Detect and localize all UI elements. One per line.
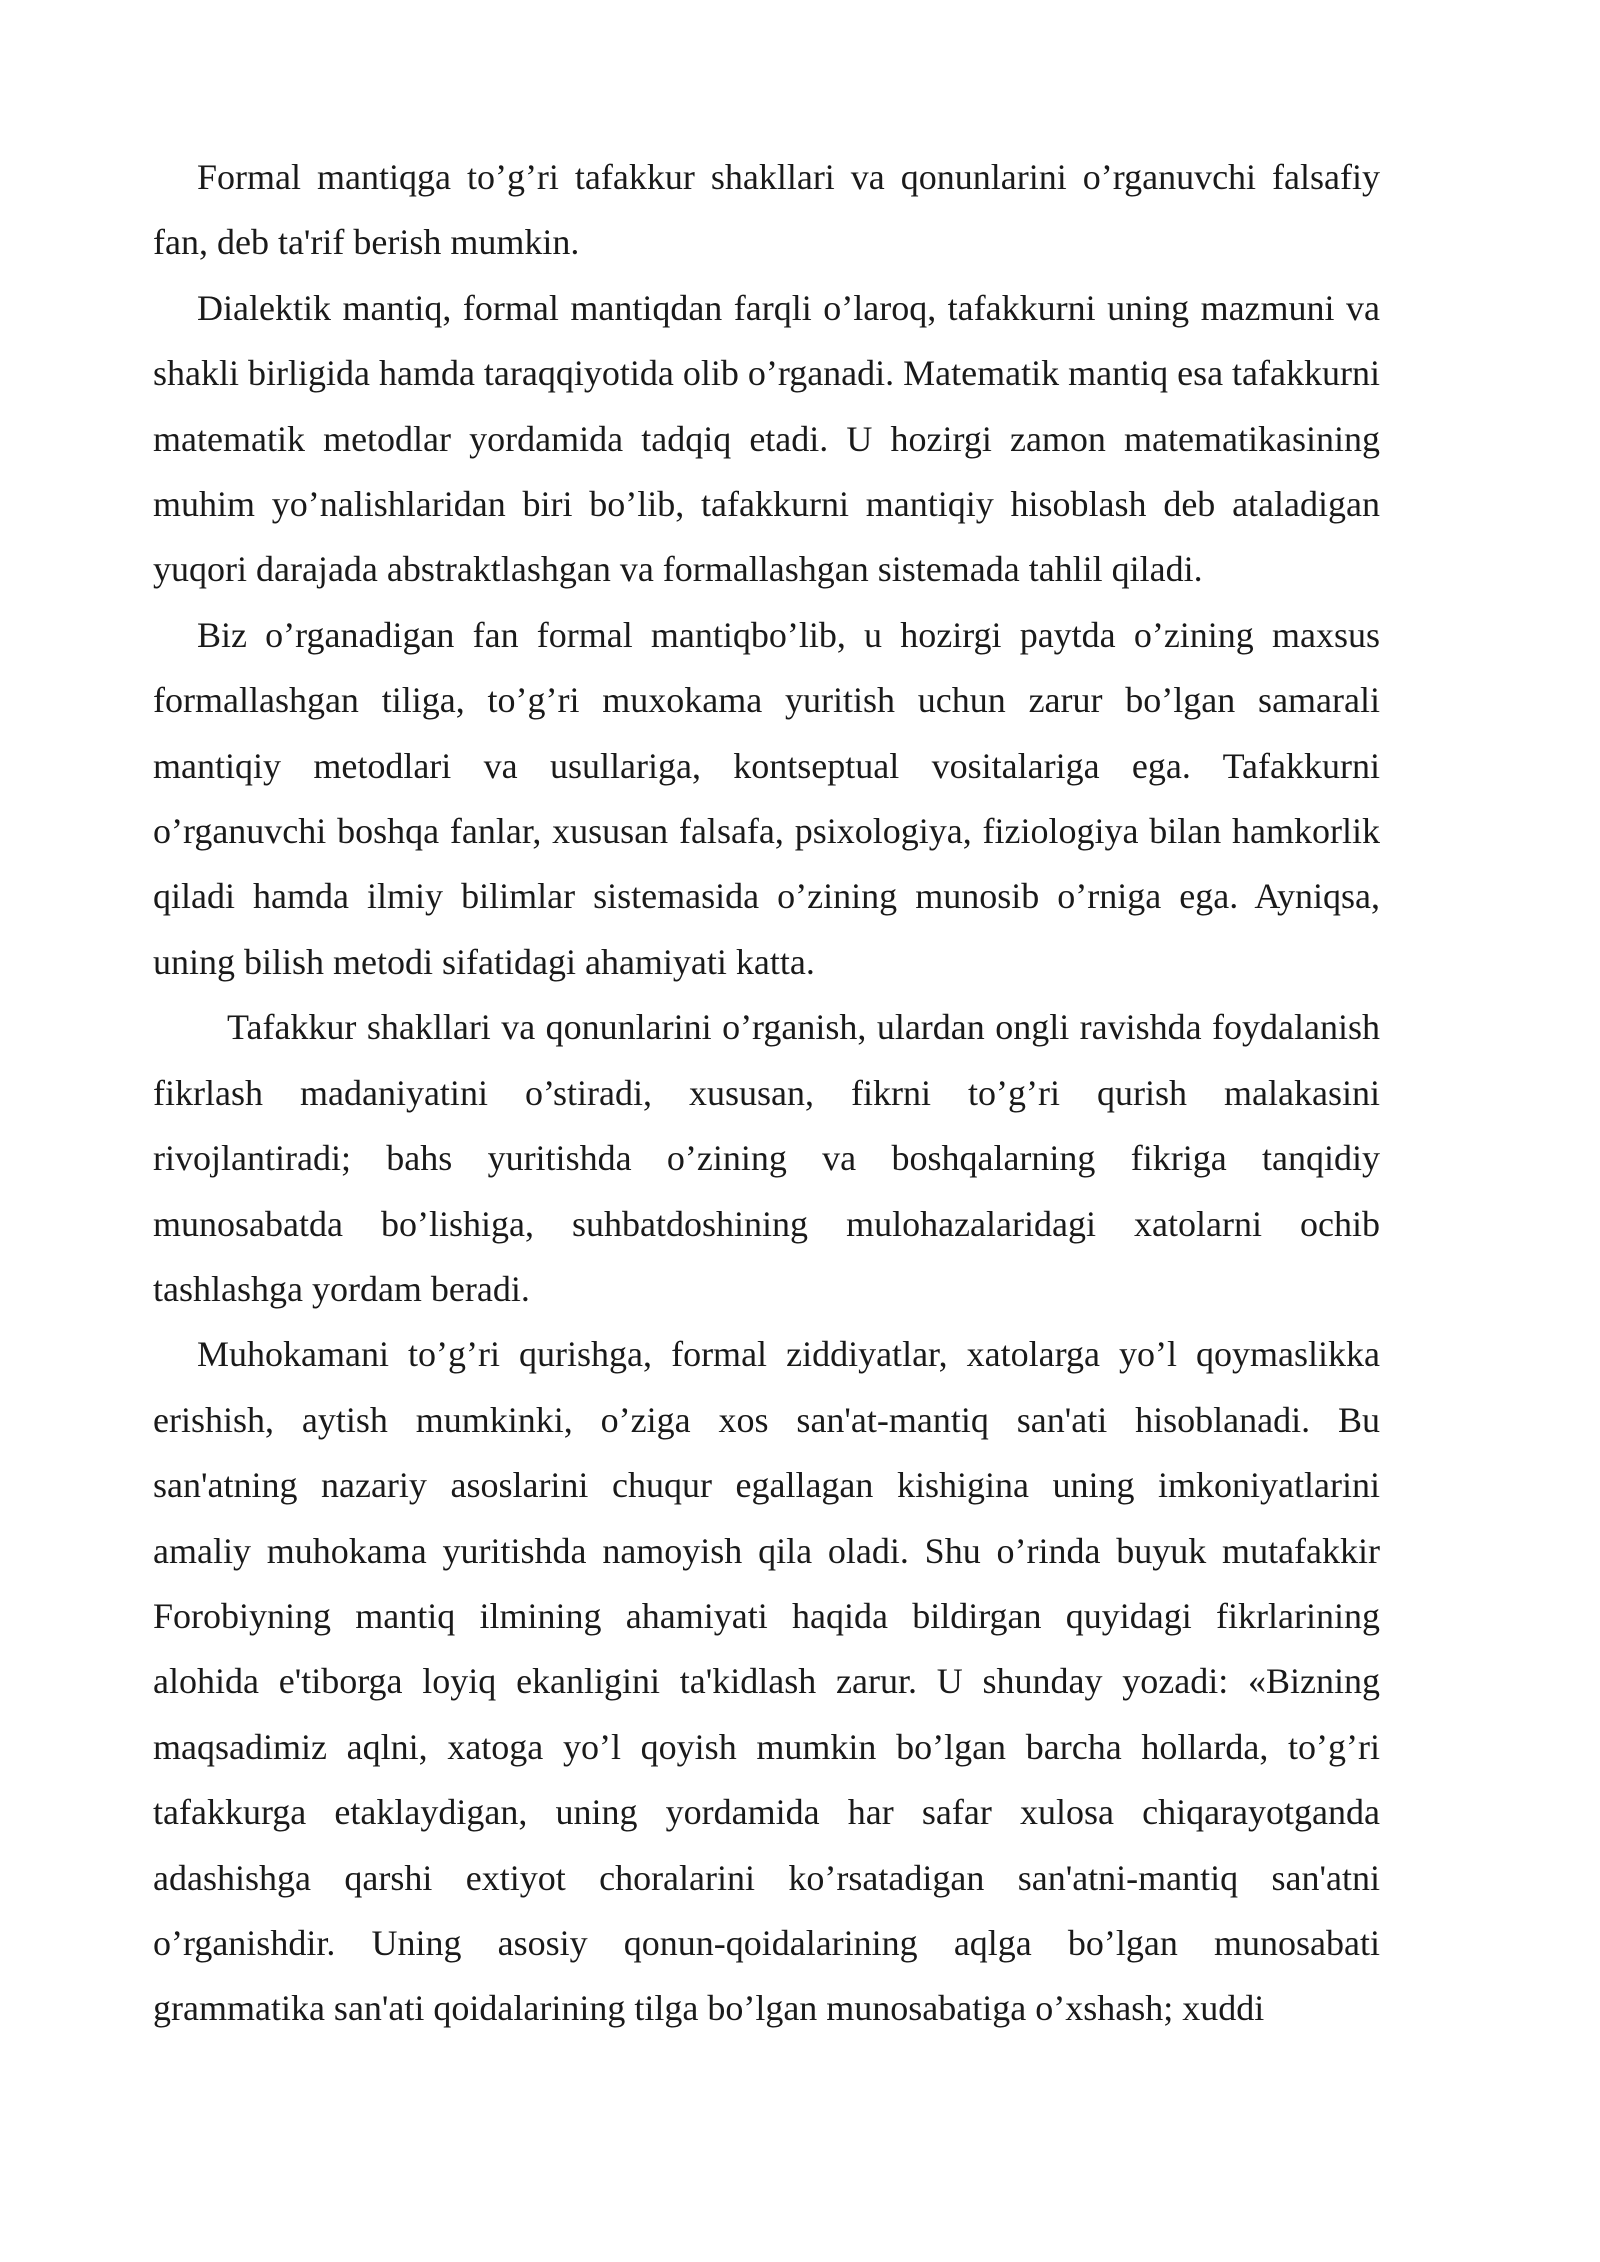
document-body	[153, 145, 1380, 2042]
paragraph-dialectical-logic: Dialektik mantiq, formal mantiqdan farqli o’laroq, tafakkurni uning mazmuni va shakli birligida hamda taraqqiyotida olib o’rganadi. Matematik mantiq esa tafakkurni matematik metodlar yordamida tadqiq etadi. U hozirgi zamon matematikasining muhim yo’nalishlaridan biri bo’lib, tafakkurni mantiqiy hisoblash deb ataladigan yuqori darajada abstraktlashgan va formallashgan sistemada tahlil qiladi.	[153, 287, 1380, 590]
paragraph-thinking-forms: Tafakkur shakllari va qonunlarini o’rganish, ulardan ongli ravishda foydalanish fikrlash madaniyatini o’stiradi, xususan, fikrni to’g’ri qurish malakasini rivojlantiradi; bahs yuritishda o’zining va boshqalarning fikriga tanqidiy munosabatda bo’lishiga, suhbatdoshining mulohazalaridagi xatolarni ochib tashlashga yordam beradi.	[153, 1007, 1380, 1309]
paragraph-formal-logic-methods: Biz o’rganadigan fan formal mantiqbo’lib, u hozirgi paytda o’zining maxsus formallashgan tiliga, to’g’ri muxokama yuritish uchun zarur bo’lgan samarali mantiqiy metodlari va usullariga, kontseptual vositalariga ega. Tafakkurni o’rganuvchi boshqa fanlar, xususan falsafa, psixologiya, fiziologiya bilan hamkorlik qiladi hamda ilmiy bilimlar sistemasida o’zining munosib o’rniga ega. Ayniqsa, uning bilish metodi sifatidagi ahamiyati katta.	[153, 614, 1380, 982]
paragraph-art-of-logic: Muhokamani to’g’ri qurishga, formal ziddiyatlar, xatolarga yo’l qoymaslikka erishish, aytish mumkinki, o’ziga xos san'at-mantiq san'ati hisoblanadi. Bu san'atning nazariy asoslarini chuqur egallagan kishigina uning imkoniyatlarini amaliy muhokama yuritishda namoyish qila oladi. Shu o’rinda buyuk mutafakkir Forobiyning mantiq ilmining ahamiyati haqida bildirgan quyidagi fikrlarining alohida e'tiborga loyiq ekanligini ta'kidlash zarur. U shunday yozadi: «Bizning maqsadimiz aqlni, xatoga yo’l qoyish mumkin bo’lgan barcha hollarda, to’g’ri tafakkurga etaklaydigan, uning yordamida har safar xulosa chiqarayotganda adashishga qarshi extiyot choralarini ko’rsatadigan san'atni-mantiq san'atni o’rganishdir. Uning asosiy qonun-qoidalarining aqlga bo’lgan munosabati grammatika san'ati qoidalarining tilga bo’lgan munosabatiga o’xshash; xuddi	[153, 1334, 1380, 2029]
paragraph-formal-logic-definition: Formal mantiqga to’g’ri tafakkur shakllari va qonunlarini o’rganuvchi falsafiy fan, deb ta'rif berish mumkin.	[153, 157, 1380, 263]
